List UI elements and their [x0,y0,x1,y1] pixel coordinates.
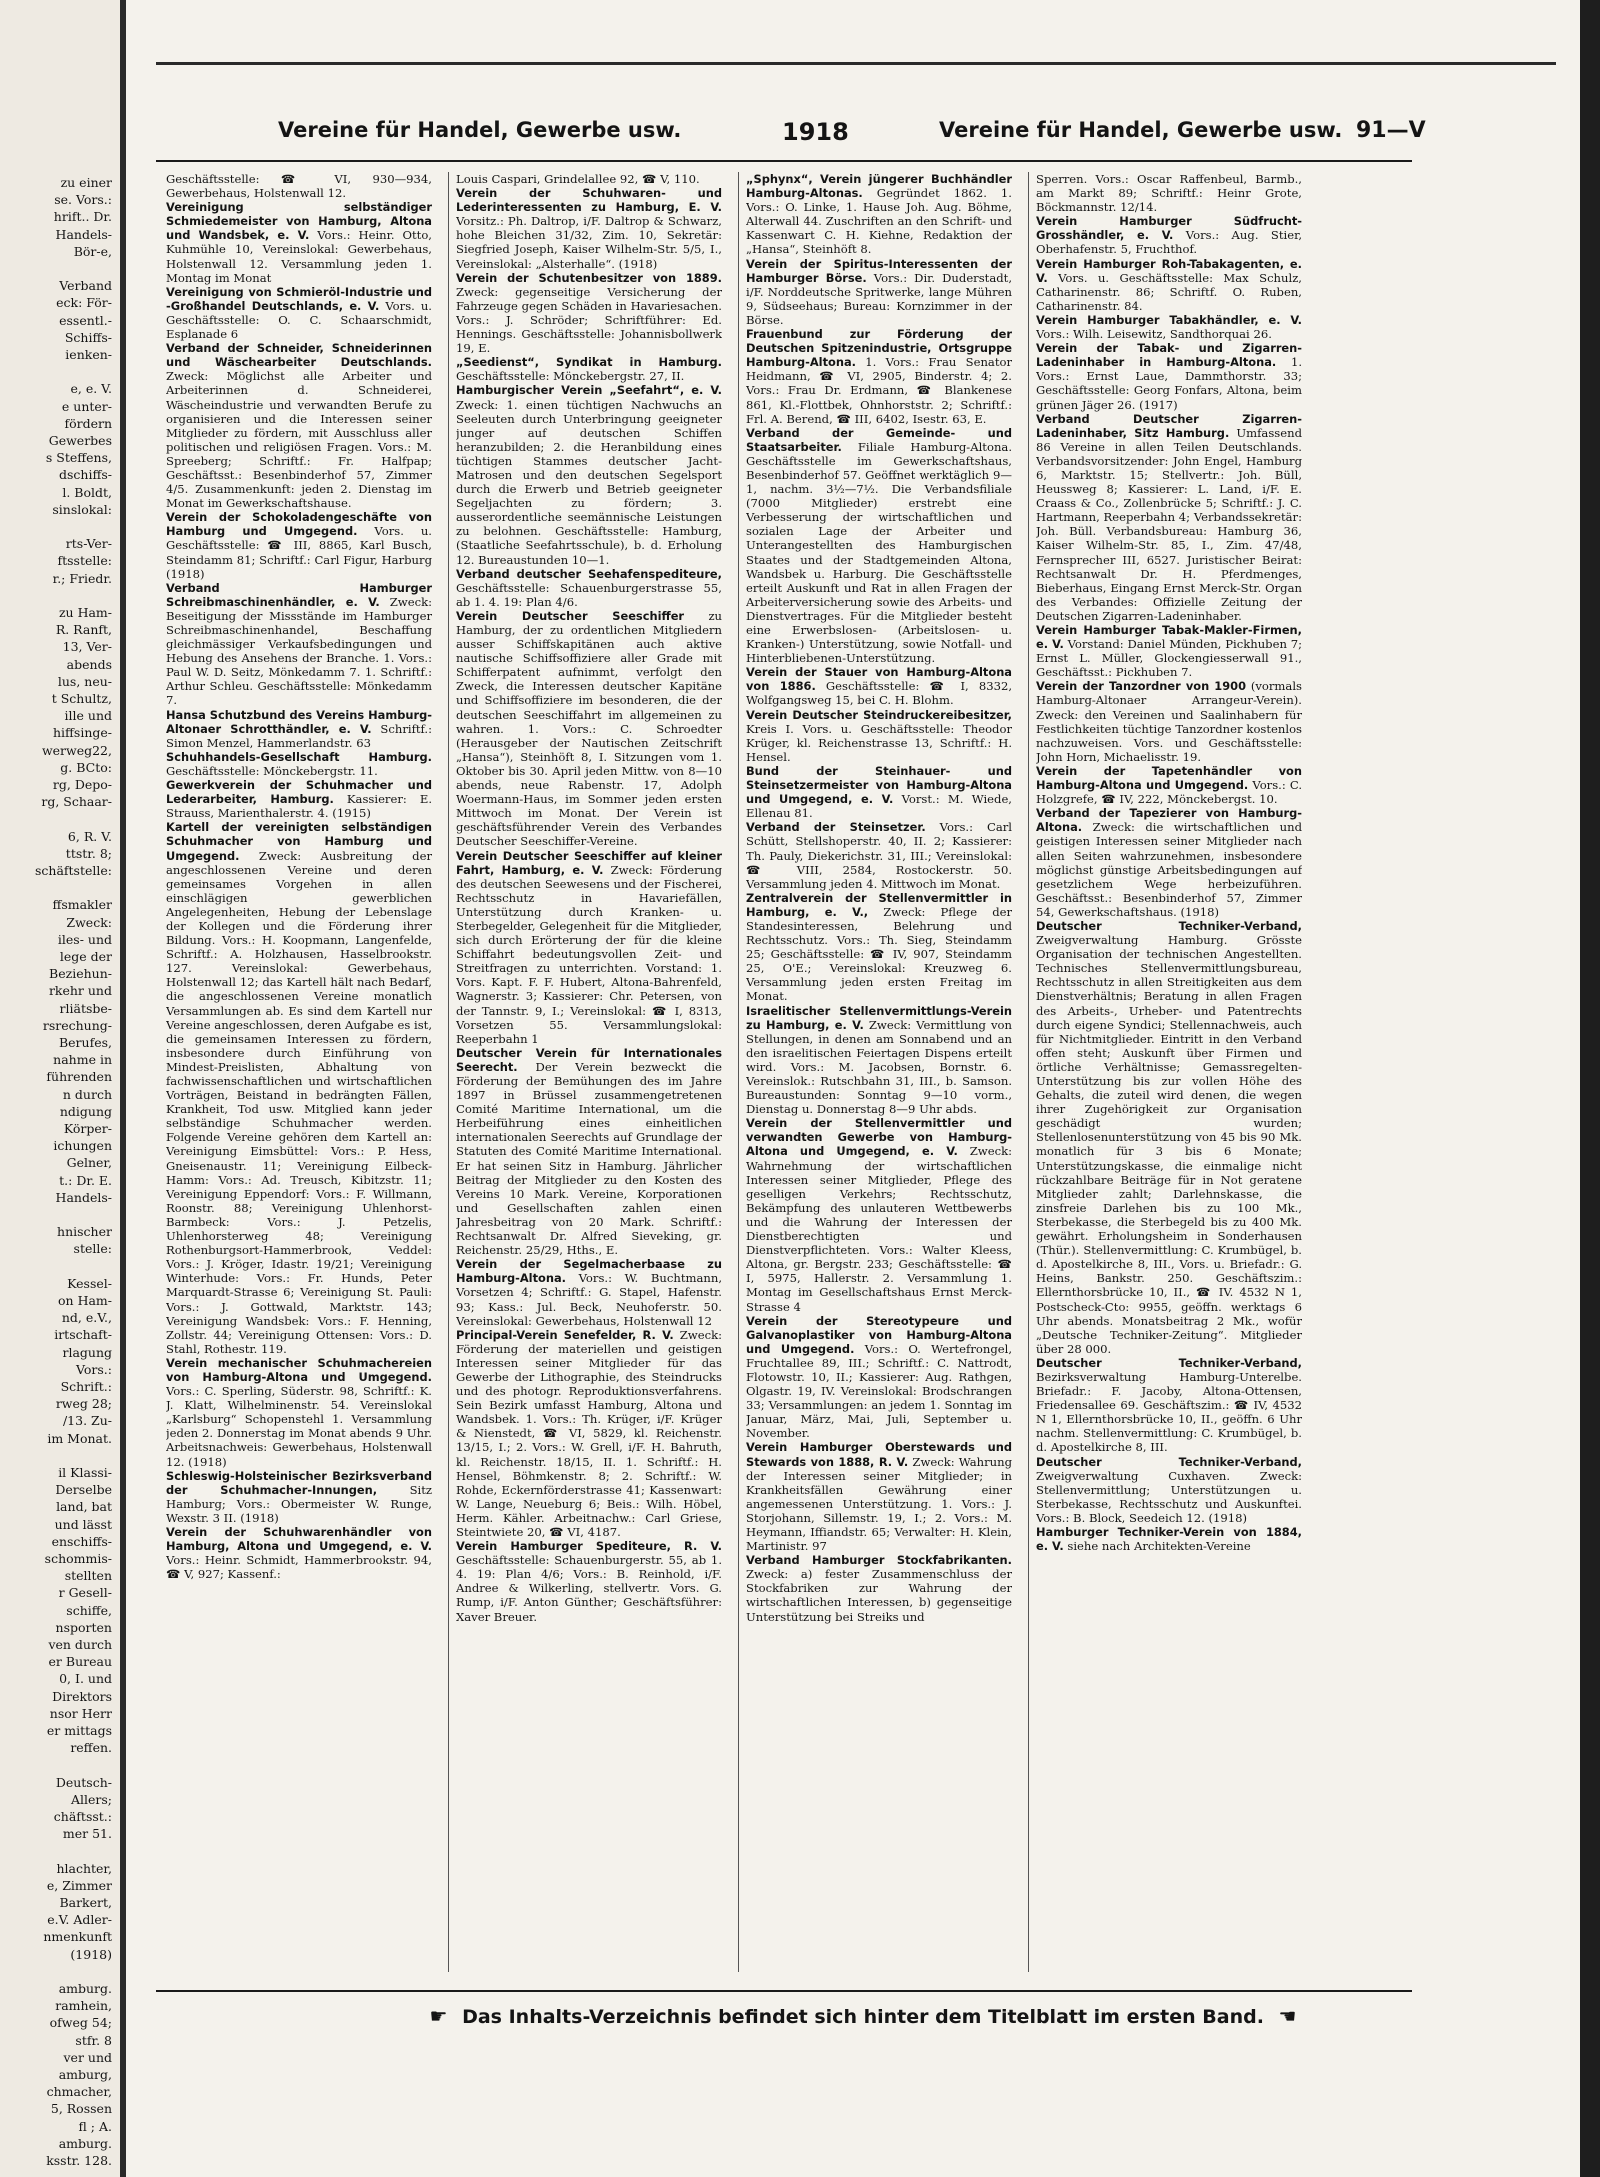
entry-text: Geschäftsstelle: ☎ VI, 930—934, Gewerbehaus, Holstenwall 12. [166,172,432,201]
left-page-fragment: amburg. [58,2135,112,2151]
column-3 [746,172,1012,1962]
left-page-fragment: im Monat. [47,1430,112,1446]
entry-text: Kreis I. Vors. u. Geschäftsstelle: Theodor Krüger, kl. Reichenstrasse 13, Schriftf.: H. Hensel. [746,721,1012,764]
entry-text: Zweck: Wahrung der Interessen seiner Mitglieder; in Krankheitsfällen Gewährung einer angemessenen Unterstützung. 1. Vors.: J. Storjohann, Sillemstr. 19, I.; 2. Vors.: M. Heymann, Iffiandstr. 65; Verwalter: H. Klein, Martinistr. 97 [746,1454,1012,1554]
entry-text: Vors.: W. Buchtmann, Vorsetzen 4; Schriftf.: G. Stapel, Hafenstr. 93; Kass.: Jul. Beck, Neuhoferstr. 50. Vereinslokal: Gewerbehaus, Holstenwall 12 [456,1271,722,1328]
left-page-fragment: amburg. [58,1981,112,1996]
left-page-fragment: Vors.: [76,1361,112,1377]
entry-text: Zweck: a) fester Zusammenschluss der Stockfabriken zur Wahrung der wirtschaftlichen Interessen, b) gegenseitige Unterstützung bei Streiks und [746,1567,1012,1624]
entry-title: Schuhhandels-Gesellschaft Hamburg. [166,749,432,764]
left-page-fragment: essentl.- [59,312,112,328]
entry-title: Bund der Steinhauer- und Steinsetzermeister von Hamburg-Altona und Umgegend, e. V. [746,763,1012,807]
left-page-fragment: Beziehun- [49,966,112,982]
entry-text: Louis Caspari, Grindelallee 92, ☎ V, 110. [456,172,700,186]
directory-entry [1036,257,1302,313]
directory-entry [746,426,1012,666]
left-page-fragment: stfr. 8 [75,2032,112,2048]
directory-entry [166,200,432,285]
left-page-fragment: Zweck: [66,914,112,930]
left-page-fragment: lege der [59,949,112,964]
entry-text: Vors.: Wilh. Leisewitz, Sandthorquai 26. [1036,327,1272,342]
entry-text: siehe nach Architekten-Vereine [1067,1539,1251,1554]
entry-text: Vors.: Dir. Duderstadt, i/F. Norddeutsche Spritwerke, lange Mühren 9, Südseehaus; Bureau: Kornzimmer in der Börse. [746,270,1012,327]
entry-title: Verein Hamburger Oberstewards und Stewards von 1888, R. V. [746,1440,1012,1469]
left-page-fragment: dschiffs- [59,467,112,483]
entry-text: Zweck: Pflege der Standesinteressen, Belehrung und Rechtsschutz. Vors.: Th. Sieg, Steindamm 25; Geschäftsstelle: ☎ IV, 907, Steindamm 25, O'E.; Vereinslokal: Kreuzweg 6. Versammlung jeden ersten Freitag im Monat. [746,904,1012,1004]
entry-title: Hamburger Techniker-Verein von 1884, e. V. [1036,1525,1302,1554]
entry-text: Filiale Hamburg-Altona. Geschäftsstelle im Gewerkschaftshaus, Besenbinderhof 57. Geöffnet werktäglich 9—1, nachm. 3½—7½. Die Verbandsfiliale (7000 Mitglieder) erstrebt eine Verbesserung der wirtschaftlichen und sozialen Lage der Arbeiter und Unterangestellten des Hamburgischen Staates und der Stadtgemeinden Altona, Wandsbek u. Harburg. Die Geschäftsstelle erteilt Auskunft und Rat in allen Fragen der Arbeiterversicherung sowie des Arbeits- und Dienstvertrages. Für die Mitglieder besteht eine Erwerbslosen- (Arbeitslosen- u. Kranken-) Unterstützung, sowie Notfall- und Hinterbliebenen-Unterstützung. [746,439,1012,666]
left-page-fragment: hlachter, [56,1860,112,1876]
left-page-fragment: zu einer [60,175,112,190]
entry-title: Verein der Tapetenhändler von Hamburg-Altona und Umgegend. [1036,763,1302,793]
entry-title: „Sphynx“, Verein jüngerer Buchhändler Hamburg-Altonas. [746,172,1012,201]
entry-text: Vors. u. Geschäftsstelle: Max Schulz, Catharinenstr. 86; Schriftf. O. Ruben, Catharinenstr. 84. [1036,270,1302,313]
directory-entry [746,764,1012,820]
left-page-fragment: on Ham- [58,1293,112,1308]
entry-text: Zweck: Förderung des deutschen Seewesens und der Fischerei, Rechtsschutz in Havariefällen, Unterstützung durch Kranken- u. Sterbegelder, Gelegenheit für die Mitglieder, sich durch Erörterung der für die kleine Schiffahrt bedeutungsvollen Zeit- und Streitfragen zu unterrichten. Vorstand: 1. Vors. Kapt. F. F. Hubert, Altona-Bahrenfeld, Wagnerstr. 3; Kassierer: Chr. Petersen, von der Tannstr. 9, I.; Vereinslokal: ☎ I, 8313, Vorsetzen 55. Versammlungslokal: Reeperbahn 1 [456,862,722,1046]
left-page-fragment: Barkert, [59,1895,112,1910]
directory-entry [746,327,1012,426]
directory-entry [456,1539,722,1624]
left-page-fragment: rweg 28; [55,1396,112,1412]
left-page-fragment: e, e. V. [70,381,112,397]
left-page-fragment: er Bureau [48,1654,112,1670]
left-page-fragment: ichungen [53,1138,112,1154]
left-page-fragment: Schrift.: [60,1379,112,1394]
left-page-fragment: ienken- [65,347,112,362]
left-page-fragment: er mittags [46,1723,112,1738]
left-page-fragment: rlagung [62,1344,112,1360]
entry-text: Zweck: Ausbreitung der angeschlossenen Vereine und deren gemeinsames Vorgehen in allen einschlägigen gewerblichen Angelegenheiten, Hebung der Lebenslage der Kollegen und die Förderung ihrer Bildung. Vors.: H. Koopmann, Langenfelde, Schriftf.: A. Holzhausen, Hasselbrookstr. 127. Vereinslokal: Gewerbehaus, Holstenwall 12; das Kartell hält nach Bedarf, die angeschlossenen Vereine monatlich Versammlungen ab. Es sind dem Kartell nur Vereine angeschlossen, deren Aufgabe es ist, die gemeinsamen Interessen zu fördern, insbesondere durch Einführung von Mindest-Preislisten, Abhaltung von fachwissenschaftlichen und wirtschaftlichen Vorträgen, Beistand in bedrängten Fällen, Krankheit, Tod usw. Mitglied kann jeder selbständige Schuhmacher werden. Folgende Vereine gehören dem Kartell an: Vereinigung Eimsbüttel: Vors.: P. Hess, Gneisenaustr. 11; Vereinigung Eilbeck-Hamm: Vors.: Ad. Treusch, Kibitzstr. 11; Vereinigung Eppendorf: Vors.: F. Willmann, Roonstr. 88; Vereinigung Uhlenhorst-Barmbeck: Vors.: J. Petzelis, Uhlenhorsterweg 48; Vereinigung Rothenburgsort-Hammerbrook, Veddel: Vors.: J. Kröger, Idastr. 19/21; Vereinigung Winterhude: Vors.: Fr. Hunds, Peter Marquardt-Strasse 6; Vereinigung St. Pauli: Vors.: J. Gottwald, Marktstr. 143; Vereinigung Wandsbek: Vors.: F. Henning, Zollstr. 44; Vereinigung Ottensen: Vors.: D. Stahl, Rothestr. 119. [166,848,432,1356]
entry-title: Deutscher Verein für Internationales Seerecht. [456,1045,722,1074]
directory-entry [166,285,432,341]
directory-entry [1036,679,1302,764]
entry-text: Zweck: Wahrnehmung der wirtschaftlichen Interessen seiner Mitglieder, Pflege des geselligen Verkehrs; Rechtsschutz, Bekämpfung des unlauteren Wettbewerbs und die Wahrung der Interessen der Dienstberechtigten und Dienstverpflichteten. Vors.: Walter Kleess, Altona, gr. Bergstr. 233; Geschäftsstelle: ☎ I, 5975, Hallerstr. 2. Versammlung 1. Montag im Gesellschaftshaus Ernst Merck-Strasse 4 [746,1144,1012,1314]
left-page-fragment: l. Boldt, [62,484,112,500]
directory-entry [456,567,722,609]
entry-title: Verband Hamburger Stockfabrikanten. [746,1553,1012,1568]
directory-entry [1036,919,1302,1356]
entry-title: Verein der Schutenbesitzer von 1889. [456,270,722,285]
entry-text: Zweigverwaltung Cuxhaven. Zweck: Stellenvermittlung; Unterstützungen u. Sterbekasse, Rechtsschutz und Auskunftei. Vors.: B. Block, Seedeich 12. (1918) [1036,1468,1302,1525]
left-page-fragment: Kessel- [67,1275,112,1291]
entry-text: Vors. u. Geschäftsstelle: O. C. Schaarschmidt, Esplanade 6 [166,298,432,342]
left-page-fragment: stellten [64,1568,112,1584]
left-page-fragment: schäftstelle: [34,863,112,878]
entry-text: 1. Vors.: Ernst Laue, Dammthorstr. 33; Geschäftsstelle: Georg Fonfars, Altona, beim grünen Jäger 26. (1917) [1036,355,1302,412]
directory-entry [746,172,1012,257]
left-page-fragment: und lässt [54,1516,112,1532]
directory-entry [746,1553,1012,1623]
left-page-fragment: schiffe, [66,1602,112,1618]
directory-entry [1036,806,1302,919]
top-rule [156,62,1556,65]
left-page-fragment: hiffsinge- [52,725,112,741]
column-divider [738,172,739,1972]
entry-title: Deutscher Techniker-Verband, [1036,918,1302,933]
entry-title: Verein der Stellenvermittler und verwandten Gewerbe von Hamburg-Altona und Umgegend, e. V. [746,1116,1012,1159]
footer-text: Das Inhalts-Verzeichnis befindet sich hinter dem Titelblatt im ersten Band. [462,2006,1264,2028]
entry-text: Sperren. Vors.: Oscar Raffenbeul, Barmb., am Markt 89; Schriftf.: Heinr Grote, Böckmannstr. 12/14. [1036,172,1302,215]
entry-title: Verein Deutscher Seeschiffer auf kleiner Fahrt, Hamburg, e. V. [456,848,722,877]
entry-text: Umfassend 86 Vereine in allen Teilen Deutschlands. Verbandsvorsitzender: John Engel, Hamburg 6, Marktstr. 15; Stellvertr.: Joh. Büll, Heussweg 8; Kassierer: L. Land, i/F. E. Craass & Co., Zollenbrücke 5; Schriftf.: J. C. Hartmann, Reeperbahn 4; Verbandssekretär: Joh. Büll. Verbandsbureau: Hamburg 36, Kaiser Wilhelm-Str. 85, I., Zim. 47/48, Fernsprecher III, 6527. Juristischer Beirat: Rechtsanwalt Dr. H. Pferdmenges, Bieberhaus, Eingang Ernst Merck-Str. Organ des Verbandes: Offizielle Zeitung der Deutschen Zigarren-Ladeninhaber. [1036,425,1302,623]
left-page-fragment: abends [66,656,112,672]
entry-title: Verein der Segelmacherbaase zu Hamburg-Altona. [456,1257,722,1286]
directory-entry [166,1469,432,1525]
left-page-fragment: werweg22, [41,742,112,758]
entry-text: Vors.: C. Holzgrefe, ☎ IV, 222, Mönckebergst. 10. [1036,778,1302,807]
left-page-fragment: 6, R. V. [67,828,112,844]
left-page-fragment: sinslokal: [52,501,112,517]
left-page-fragment: reffen. [70,1740,112,1756]
entry-text: Kassierer: E. Strauss, Marienthalerstr. 4. (1915) [166,792,432,821]
entry-text: Bezirksverwaltung Hamburg-Unterelbe. Briefadr.: F. Jacoby, Altona-Ottensen, Friedensallee 69. Geschäftszim.: ☎ IV, 4532 N 1, Ellernthorsbrücke 10, II., geöffn. 6 Uhr nachm. Stellenvermittlung: C. Krumbügel, b. d. Apostelkirche 8, III. [1036,1369,1302,1455]
directory-entry [1036,1356,1302,1455]
footer-note [328,2004,1398,2036]
entry-text: Geschäftsstelle: Mönckebergstr. 11. [166,763,378,778]
left-page-fragment: zu Ham- [58,605,112,620]
left-page-fragment: chmacher, [46,2084,112,2100]
entry-text: Gegründet 1862. 1. Vors.: O. Linke, 1. Hause Joh. Aug. Böhme, Alterwall 44. Zuschriften an den Schrift- und Kassenwart C. H. Kiehne, Redaktion der „Hansa“, Steinhöft 8. [746,186,1012,257]
entry-title: Verband der Gemeinde- und Staatsarbeiter. [746,425,1012,454]
entry-title: Verein Deutscher Seeschiffer [456,608,685,623]
left-page-fragment: Gelner, [66,1155,112,1171]
pointing-hand-right-icon: ☛ [429,2004,448,2028]
left-page-fragment: hrift.. Dr. [53,209,112,225]
directory-entry [1036,412,1302,623]
directory-entry [456,172,722,186]
entry-title: Verein der Spiritus-Interessenten der Hamburger Börse. [746,256,1012,285]
entry-title: Verein Hamburger Südfrucht-Grosshändler, e. V. [1036,214,1302,243]
left-page-fragment: rg, Schaar- [41,794,112,810]
entry-title: Schleswig-Holsteinischer Bezirksverband der Schuhmacher-Innungen, [166,1468,432,1497]
left-page-fragment: land, bat [56,1499,112,1515]
directory-entry [166,778,432,820]
directory-entry [1036,172,1302,214]
header-right-title: Vereine für Handel, Gewerbe usw. [939,118,1343,142]
left-page-fragment: ofweg 54; [49,2015,112,2031]
book-spine [1580,0,1600,2177]
left-page-fragment: /13. Zu- [62,1413,112,1429]
left-page-fragment: amburg, [58,2067,112,2082]
left-page-fragment: t Schultz, [51,691,112,706]
entry-title: Vereinigung von Schmieröl-Industrie und -Großhandel Deutschlands, e. V. [166,284,432,313]
left-page-fragment: e.V. Adler- [47,1912,112,1928]
left-page-fragment: r Gesell- [58,1585,112,1601]
left-page-fragment: Verband [59,278,112,294]
left-page-fragment: ver und [63,2049,112,2065]
entry-text: Vors.: Heinr. Otto, Kuhmühle 10, Vereinslokal: Gewerbehaus, Holstenwall 12. Versammlung jeden 1. Montag im Monat [166,228,432,285]
left-page-fragment: n durch [62,1086,112,1102]
left-page-fragment: Handels- [55,1189,112,1205]
left-page-fragment: ille und [64,708,112,724]
entry-title: Deutscher Techniker-Verband, [1036,1355,1302,1370]
left-page-fragment: ffsmakler [52,897,112,913]
entry-title: Gewerkverein der Schuhmacher und Lederarbeiter, Hamburg. [166,778,432,807]
left-page-fragment: nd, e.V., [61,1310,112,1326]
left-page-fragment: ven durch [48,1637,112,1652]
entry-title: Frauenbund zur Förderung der Deutschen Spitzenindustrie, Ortsgruppe Hamburg-Altona. [746,327,1012,370]
left-page-fragment: iles- und [57,931,112,947]
entry-title: Verband Deutscher Zigarren-Ladeninhaber, Sitz Hamburg. [1036,411,1302,440]
entry-title: Verein der Stereotypeure und Galvanoplastiker von Hamburg-Altona und Umgegend. [746,1313,1012,1356]
directory-entry [166,510,432,580]
column-divider [1028,172,1029,1972]
adjacent-left-page [0,0,126,2177]
directory-entry [746,708,1012,764]
entry-title: Zentralverein der Stellenvermittler in Hamburg, e. V., [746,890,1012,919]
entry-text: Vorst.: M. Wiede, Ellenau 81. [746,792,1012,821]
header-rule [156,160,1412,162]
entry-text: Vors. u. Geschäftsstelle: ☎ III, 8865, Karl Busch, Steindamm 81; Schriftf.: Carl Figur, Harburg (1918) [166,524,432,581]
directory-entry [1036,341,1302,411]
entry-title: Verband der Steinsetzer. [746,820,926,835]
entry-text: Geschäftsstelle: Mönckebergstr. 27, II. [456,369,685,384]
column-divider [448,172,449,1972]
entry-text: Geschäftsstelle: ☎ I, 8332, Wolfgangsweg 15, bei C. H. Blohm. [746,679,1012,708]
entry-text: Geschäftsstelle: Schauenburgerstr. 55, ab 1. 4. 19: Plan 4/6; Vors.: B. Reinhold, i/F. Andree & Wilkerling, stellvertr. Vors. G. Rump, i/F. Anton Günther; Geschäftsführer: Xaver Breuer. [456,1553,722,1624]
left-page-fragment: Berufes, [58,1035,112,1050]
entry-text: Geschäftsstelle: Schauenburgerstrasse 55, ab 1. 4. 19: Plan 4/6. [456,580,722,609]
directory-entry [1036,764,1302,806]
left-page-fragment: Direktors [52,1688,112,1704]
left-page-fragment: ramhein, [55,1998,112,2014]
directory-entry [166,172,432,200]
directory-entry [456,849,722,1046]
entry-title: Hamburgischer Verein „Seefahrt“, e. V. [456,383,722,398]
directory-entry [1036,313,1302,341]
directory-entry [456,355,722,383]
left-page-fragment: e unter- [61,398,112,414]
directory-entry [456,1328,722,1539]
entry-title: Verein der Schuhwaren- und Lederinteressenten zu Hamburg, E. V. [456,186,722,215]
entry-title: Verein Deutscher Steindruckereibesitzer, [746,707,1012,722]
entry-text: Zweigverwaltung Hamburg. Grösste Organisation der technischen Angestellten. Technisches Stellenvermittlungsbureau, Rechtsschutz in allen Streitigkeiten aus dem Dienstverhältnis; Beratung in allen Fragen des Arbeits-, Urheber- und Patentrechts durch eigene Syndici; Stellennachweis, auch für Nichtmitglieder. Eintritt in den Verband offen steht; Auskunft über Firmen und örtliche Verhältnisse; Gemassregelten-Unterstützung bis zur vollen Höhe des Gehalts, die zuteil wird denen, die wegen ihrer Zugehörigkeit zur Organisation geschädigt wurden; Stellenlosenunterstützung von 45 bis 90 Mk. monatlich für 3 bis 6 Monate; Unterstützungskasse, die einmalige nicht rückzahlbare Beiträge für in Not geratene Mitglieder zahlt; Darlehnskasse, die zinsfreie Darlehen bis zu 100 Mk., Sterbekasse, die Sterbegeld bis zu 400 Mk. gewährt. Erholungsheim in Sonderhausen (Thür.). Stellenvermittlung: C. Krumbügel, b. d. Apostelkirche 8, III., Vors. u. Briefadr.: G. Heins, Bankstr. 250. Geschäftszim.: Ellernthorsbrücke 10, II., ☎ IV. 4532 N 1, Postscheck-Cto: 9955, geöffn. werktags 6 Uhr abends. Monatsbeitrag 2 Mk., wofür „Deutsche Techniker-Zeitung“. Mitglieder über 28 000. [1036,933,1302,1356]
column-4 [1036,172,1302,1962]
left-page-fragment: chäftsst.: [53,1809,112,1824]
left-page-fragment: hnischer [57,1224,112,1240]
directory-entry [746,820,1012,890]
directory-entry [456,1046,722,1257]
entry-text: Schriftf.: Simon Menzel, Hammerlandstr. 63 [166,721,432,750]
directory-entry [746,1116,1012,1313]
left-page-fragment: ksstr. 128. [46,2153,112,2168]
entry-title: Verein mechanischer Schuhmachereien von Hamburg-Altona und Umgegend. [166,1355,432,1384]
entry-text: Zweck: 1. einen tüchtigen Nachwuchs an Seeleuten durch Unterbringung geeigneter junger auf deutschen Schiffen heranzubilden; 2. die Heranbildung eines tüchtigen Stammes deutscher Jacht-Matrosen und den deutschen Segelsport durch die Erwerb und Betrieb geeigneter Segeljachten zu fördern; 3. ausserordentliche seemännische Leistungen zu belohnen. Geschäftsstelle: Hamburg, (Staatliche Seefahrtsschule), b. d. Erholung 12. Bureaustunden 10—1. [456,397,722,567]
column-1 [166,172,432,1962]
left-page-fragment: Handels- [55,226,112,242]
left-page-fragment: Körper- [63,1121,112,1136]
entry-text: Zweck: Förderung der materiellen und geistigen Interessen seiner Mitglieder für das Gewerbe der Lithographie, des Steindrucks und des photogr. Reproduktionsverfahrens. Sein Bezirk umfasst Hamburg, Altona und Wandsbek. 1. Vors.: Th. Krüger, i/F. Krüger & Nienstedt, ☎ VI, 5829, kl. Reichenstr. 13/15, I.; 2. Vors.: W. Grell, i/F. H. Bahruth, kl. Reichenstr. 18/15, II. 1. Schriftf.: H. Hensel, Böhmkenstr. 8; 2. Schriftf.: W. Rohde, Eckernförderstrasse 41; Kassenwart: W. Lange, Neueburg 6; Beis.: Wilh. Höbel, Herm. Kähler. Arbeitnachw.: Carl Griese, Steintwiete 20, ☎ VI, 4187. [456,1327,722,1539]
left-page-fragment: Derselbe [55,1482,112,1498]
left-page-fragment: rliätsbe- [59,1000,112,1016]
entry-text: zu Hamburg, der zu ordentlichen Mitgliedern ausser Schiffskapitänen auch aktive nautische Schiffsoffiziere aller Grade mit Schifferpatent aufnimmt, verfolgt den Zweck, die Interessen deutscher Kapitäne und Schiffsoffiziere im besonderen, die der deutschen Seeschiffahrt im allgemeinen zu wahren. 1. Vors.: C. Schroedter (Herausgeber der Nautischen Zeitschrift „Hansa“), Steinhöft 8, I. Sitzungen vom 1. Oktober bis 30. April jeden Mittw. von 8—10 abends, neue Rabenstr. 17, Adolph Woermann-Haus, im Sommer jeden ersten Mittwoch im Monat. Der Verein ist geschäftsführender Verein des Verbandes Deutscher Seeschiffer-Vereine. [456,608,722,849]
directory-entry [166,708,432,750]
directory-entry [1036,1525,1302,1553]
entry-title: Verein der Stauer von Hamburg-Altona von 1886. [746,665,1012,694]
entry-title: Hansa Schutzbund des Vereins Hamburg-Altonaer Schrotthändler, e. V. [166,707,432,736]
left-page-fragment: stelle: [73,1241,112,1257]
directory-entry [1036,623,1302,679]
footer-rule [156,1990,1412,1992]
left-page-fragment: e, Zimmer [46,1877,112,1893]
entry-title: Verein Hamburger Spediteure, R. V. [456,1539,722,1554]
left-page-fragment: Deutsch- [55,1774,112,1790]
entry-text: Zweck: Möglichst alle Arbeiter und Arbeiterinnen d. Schneiderei, Wäscheindustrie und verwandten Berufe zu organisieren und die Interessen seiner Mitglieder zu fördern, mit Ausschluss aller politischen und religiösen Fragen. Vors.: M. Spreeberg; Schriftf.: Fr. Halfpap; Geschäftsst.: Besenbinderhof 57, Zimmer 4/5. Zusammenkunft: jeden 2. Dienstag im Monat im Gewerkschaftshause. [166,369,432,511]
page-number: 91—V [1356,118,1426,143]
left-page-fragment: ndigung [59,1103,112,1119]
entry-text: Vors.: C. Sperling, Süderstr. 98, Schriftf.: K. J. Klatt, Wilhelminenstr. 54. Vereinslokal „Karlsburg“ Schopenstehl 1. Versammlung jeden 2. Donnerstag im Monat abends 9 Uhr. Arbeitsnachweis: Gewerbehaus, Holstenwall 12. (1918) [166,1384,432,1469]
left-page-fragment: s Steffens, [45,450,112,466]
left-page-fragment: rsrechung- [42,1017,112,1033]
left-page-fragment: fl ; A. [78,2118,112,2134]
entry-title: Verein Hamburger Roh-Tabakagenten, e. V. [1036,256,1302,285]
left-page-fragment: t.: Dr. E. [59,1172,112,1188]
left-page-fragment: lus, neu- [57,673,112,689]
directory-entry [746,257,1012,327]
entry-title: Verein der Schuhwarenhändler von Hamburg, Altona und Umgegend, e. V. [166,1525,432,1554]
directory-entry [166,1356,432,1469]
left-page-fragment: rkehr und [48,983,112,999]
left-page-fragment: ttstr. 8; [65,845,112,861]
directory-entry [456,186,722,271]
entry-text: 1. Vors.: Frau Senator Heidmann, ☎ VI, 2905, Binderstr. 4; 2. Vors.: Frau Dr. Erdmann, ☎ Blankenese 861, Kl.-Flottbek, Ohnhorststr. 2; Schriftf.: Frl. A. Berend, ☎ III, 6402, Isestr. 63, E. [746,355,1012,426]
entry-title: Verband der Schneider, Schneiderinnen und Wäschearbeiter Deutschlands. [166,341,432,370]
left-page-fragment: irtschaft- [54,1327,112,1343]
left-page-fragment: il Klassi- [58,1465,112,1480]
left-page-fragment: rts-Ver- [65,536,112,552]
left-page-fragment: eck: För- [56,295,112,311]
directory-entry [166,820,432,1356]
left-page-fragment: Bör-e, [73,243,112,259]
entry-text: Vors.: Aug. Stier, Oberhafenstr. 5, Fruchthof. [1036,228,1302,257]
entry-title: Verein der Schokoladengeschäfte von Hamburg und Umgegend. [166,510,432,539]
entry-title: Verband deutscher Seehafenspediteure, [456,566,722,581]
left-page-fragment: rg, Depo- [52,777,112,792]
header-left-title: Vereine für Handel, Gewerbe usw. [278,118,682,142]
left-page-fragment: schommis- [44,1551,112,1566]
left-page-fragment: nsor Herr [49,1705,112,1721]
left-page-fragment: Allers; [70,1791,112,1807]
left-page-fragment: Schiffs- [64,329,112,345]
entry-title: Vereinigung selbständiger Schmiedemeister von Hamburg, Altona und Wandsbek, e. V. [166,200,432,243]
left-page-fragment: nahme in [53,1052,112,1068]
entry-text: Sitz Hamburg; Vors.: Obermeister W. Runge, Wexstr. 3 II. (1918) [166,1482,432,1525]
left-page-fragment: 0, I. und [59,1671,112,1687]
left-page-fragment: r.; Friedr. [52,570,112,586]
left-page-fragment: ftsstelle: [57,553,112,569]
directory-entry [456,609,722,849]
left-page-fragment: nsporten [55,1619,112,1635]
left-page-fragment: se. Vors.: [54,192,112,208]
left-page-fragment: (1918) [70,1946,112,1962]
entry-title: „Seedienst“, Syndikat in Hamburg. [456,355,722,370]
entry-title: Verein Hamburger Tabakhändler, e. V. [1036,312,1302,327]
entry-text: Vors.: Heinr. Schmidt, Hammerbrookstr. 94, ☎ V, 927; Kassenf.: [166,1553,432,1582]
entry-title: Verein Hamburger Tabak-Makler-Firmen, e. V. [1036,623,1302,652]
directory-entry [746,1314,1012,1441]
entry-title: Kartell der vereinigten selbständigen Schuhmacher von Hamburg und Umgegend. [166,820,432,863]
left-page-fragment: Gewerbes [48,433,112,448]
entry-title: Verein der Tanzordner von 1900 [1036,679,1246,694]
left-page-fragment: enschiffs- [51,1533,112,1549]
entry-text: Vorsitz.: Ph. Daltrop, i/F. Daltrop & Schwarz, hohe Bleichen 31/32, Zim. 10, Sekretär: Siegfried Joseph, Kaiser Wilhelm-Str. 5/5, I., Vereinslokal: „Alsterhalle“. (1918) [456,214,722,271]
entry-text: (vormals Hamburg-Altonaer Arrangeur-Verein). Zweck: den Vereinen und Saalinhabern für Festlichkeiten tüchtige Tanzordner kostenlos nachzuweisen. Vors. und Geschäftsstelle: John Horn, Michaelisstr. 19. [1036,679,1302,764]
entry-text: Zweck: die wirtschaftlichen und geistigen Interessen seiner Mitglieder nach allen Seiten wahrzunehmen, insbesondere möglichst günstige Arbeitsbedingungen auf gesetzlichem Wege herbeizuführen. Geschäftsst.: Besenbinderhof 57, Zimmer 54, Gewerkschaftshaus. (1918) [1036,820,1302,919]
left-page-fragment: fördern [64,415,112,431]
entry-title: Verband Hamburger Schreibmaschinenhändler, e. V. [166,580,432,609]
directory-entry [746,1004,1012,1117]
entry-title: Deutscher Techniker-Verband, [1036,1454,1302,1469]
directory-entry [1036,214,1302,256]
page [126,0,1580,2177]
directory-entry [746,665,1012,707]
entry-text: Zweck: gegenseitige Versicherung der Fahrzeuge gegen Schäden in Havariesachen. Vors.: J. Schröder; Schriftführer: Ed. Hennings. Geschäftsstelle: Johannisbollwerk 19, E. [456,284,722,356]
header-year: 1918 [782,118,849,146]
directory-entry [746,1440,1012,1553]
directory-entry [166,1525,432,1581]
directory-entry [166,750,432,778]
left-page-fragment: mer 51. [62,1826,112,1842]
entry-title: Verband der Tapezierer von Hamburg-Altona. [1036,806,1302,835]
directory-entry [166,341,432,510]
left-page-fragment: g. BCto: [60,759,112,775]
left-page-fragment: 13, Ver- [62,639,112,655]
left-page-fragment: R. Ranft, [55,622,112,638]
entry-text: Vors.: O. Wertefrongel, Fruchtallee 89, III.; Schriftf.: C. Nattrodt, Flotowstr. 10, II.; Kassierer: Aug. Rathgen, Olgastr. 19, IV. Vereinslokal: Brodschrangen 33; Versammlungen: an jedem 1. Sonntag im Januar, März, Mai, Juli, September u. November. [746,1341,1012,1441]
entry-text: Vorstand: Daniel Münden, Pickhuben 7; Ernst L. Müller, Glockengiesserwall 91., Geschäftsst.: Pickhuben 7. [1036,637,1302,680]
entry-text: Zweck: Beseitigung der Missstände im Hamburger Schreibmaschinenhandel, Beschaffung gleichmässiger Verkaufsbedingungen und Hebung des Ansehens der Branche. 1. Vors.: Paul W. D. Seitz, Mönkedamm 7. 1. Schriftf.: Arthur Schleu. Geschäftsstelle: Mönkedamm 7. [166,594,432,708]
directory-entry [1036,1455,1302,1525]
pointing-hand-left-icon: ☚ [1278,2004,1297,2028]
directory-entry [456,1257,722,1327]
entry-text: Zweck: Vermittlung von Stellungen, in denen am Sonnabend und an den israelitischen Feiertagen Dispens erteilt wird. Vors.: M. Jacobsen, Bornstr. 6. Vereinslok.: Rutschbahn 31, III., b. Samson. Bureaustunden: Sonntag 9—10 vorm., Dienstag u. Donnerstag 8—9 Uhr abds. [746,1017,1012,1117]
entry-title: Israelitischer Stellenvermittlungs-Verein zu Hamburg, e. V. [746,1003,1012,1032]
entry-title: Principal-Verein Senefelder, R. V. [456,1327,674,1342]
entry-title: Verein der Tabak- und Zigarren-Ladeninhaber in Hamburg-Altona. [1036,341,1302,370]
entry-text: Vors.: Carl Schütt, Stellshoperstr. 40, II. 2; Kassierer: Th. Pauly, Diekerichstr. 31, III.; Vereinslokal: ☎ VIII, 2584, Rostockerstr. 50. Versammlung jeden 4. Mittwoch im Monat. [746,820,1012,891]
directory-entry [746,891,1012,1004]
directory-entry [456,271,722,356]
left-page-fragment: 5, Rossen [50,2101,112,2117]
directory-entry [166,581,432,708]
directory-entry [456,383,722,566]
left-page-fragment: nmenkunft [43,1929,112,1945]
entry-text: Der Verein bezweckt die Förderung der Bemühungen des im Jahre 1897 in Brüssel zusammengetretenen Comité Maritime International, um die Herbeiführung eines einheitlichen internationalen Seerechts auf Grundlage der Statuten des Comité Maritime International. Er hat seinen Sitz in Hamburg. Jährlicher Beitrag der Mitglieder zu den Kosten des Vereins 10 Mark. Vereine, Korporationen und Gesellschaften zahlen einen Jahresbeitrag von 20 Mark. Schriftf.: Rechtsanwalt Dr. Alfred Sieveking, gr. Reichenstr. 25/29, Hths., E. [456,1059,722,1258]
left-page-fragment: führenden [46,1069,112,1085]
column-2 [456,172,722,1962]
